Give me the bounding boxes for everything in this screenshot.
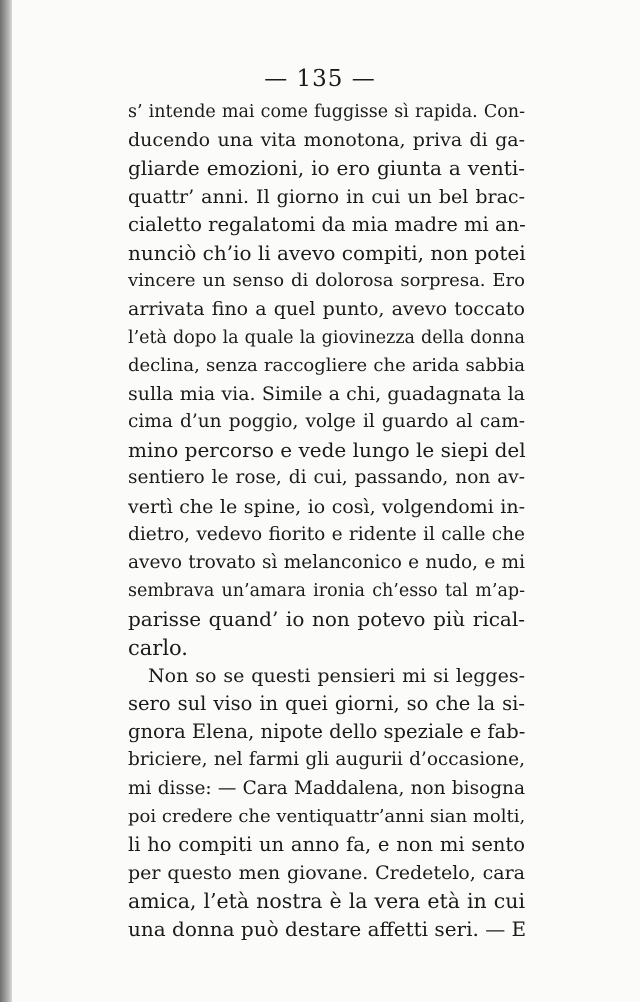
text-line: nunciò ch’io li avevo compiti, non potei xyxy=(128,240,526,265)
text-line: quattr’ anni. Il giorno in cui un bel brac- xyxy=(128,185,525,208)
text-line-paragraph-end: carlo. xyxy=(128,635,188,660)
text-line: mi disse: — Cara Maddalena, non bisogna xyxy=(128,777,525,799)
text-line: ducendo una vita monotona, priva di ga- xyxy=(128,129,525,152)
text-line: arrivata fino a quel punto, avevo toccato xyxy=(128,298,525,321)
text-line: briciere, nel farmi gli augurii d’occasione, xyxy=(128,749,525,771)
text-line: li ho compiti un anno fa, e non mi sento xyxy=(128,832,525,856)
text-line: sulla mia via. Simile a chi, guadagnata la xyxy=(128,382,525,405)
text-line: gnora Elena, nipote dello speziale e fab- xyxy=(128,720,526,744)
text-line: cialetto regalatomi da mia madre mi an- xyxy=(128,212,526,236)
text-line: cima d’un poggio, volge il guardo al cam- xyxy=(128,411,525,433)
text-line: vincere un senso di dolorosa sorpresa. Ero xyxy=(128,270,525,292)
text-line: per questo men giovane. Credetelo, cara xyxy=(128,862,525,885)
text-line: mino percorso e vede lungo le siepi del xyxy=(128,438,526,463)
text-line: gliarde emozioni, io ero giunta a venti- xyxy=(128,156,525,181)
text-line: una donna può destare affetti seri. — E xyxy=(128,917,527,942)
text-line: declina, senza raccogliere che arida sabbia xyxy=(128,354,525,376)
page-number: — 135 — xyxy=(264,66,376,92)
text-line: parisse quand’ io non potevo più rical- xyxy=(128,607,525,632)
text-line: avevo trovato sì melanconico e nudo, e mi xyxy=(128,552,525,573)
body-text xyxy=(128,98,525,944)
text-line: amica, l’età nostra è la vera età in cui xyxy=(128,889,525,914)
text-line: dietro, vedevo fiorito e ridente il calle che xyxy=(128,523,525,545)
book-spine-shadow xyxy=(0,0,12,1002)
text-line: sero sul viso in quei giorni, so che la si- xyxy=(128,691,525,715)
text-line: vertì che le spine, io così, volgendomi in- xyxy=(128,495,525,518)
text-line: sentiero le rose, di cui, passando, non av- xyxy=(128,467,525,489)
text-line: l’età dopo la quale la giovinezza della donna xyxy=(128,327,525,348)
text-line-paragraph-start: Non so se questi pensieri mi si legges- xyxy=(148,664,525,687)
text-line: sembrava un’amara ironia ch’esso tal m’ap- xyxy=(128,581,525,602)
text-line: s’ intende mai come fuggisse sì rapida. Con- xyxy=(128,102,525,122)
text-line: poi credere che ventiquattr’anni sian molti, xyxy=(128,805,526,827)
